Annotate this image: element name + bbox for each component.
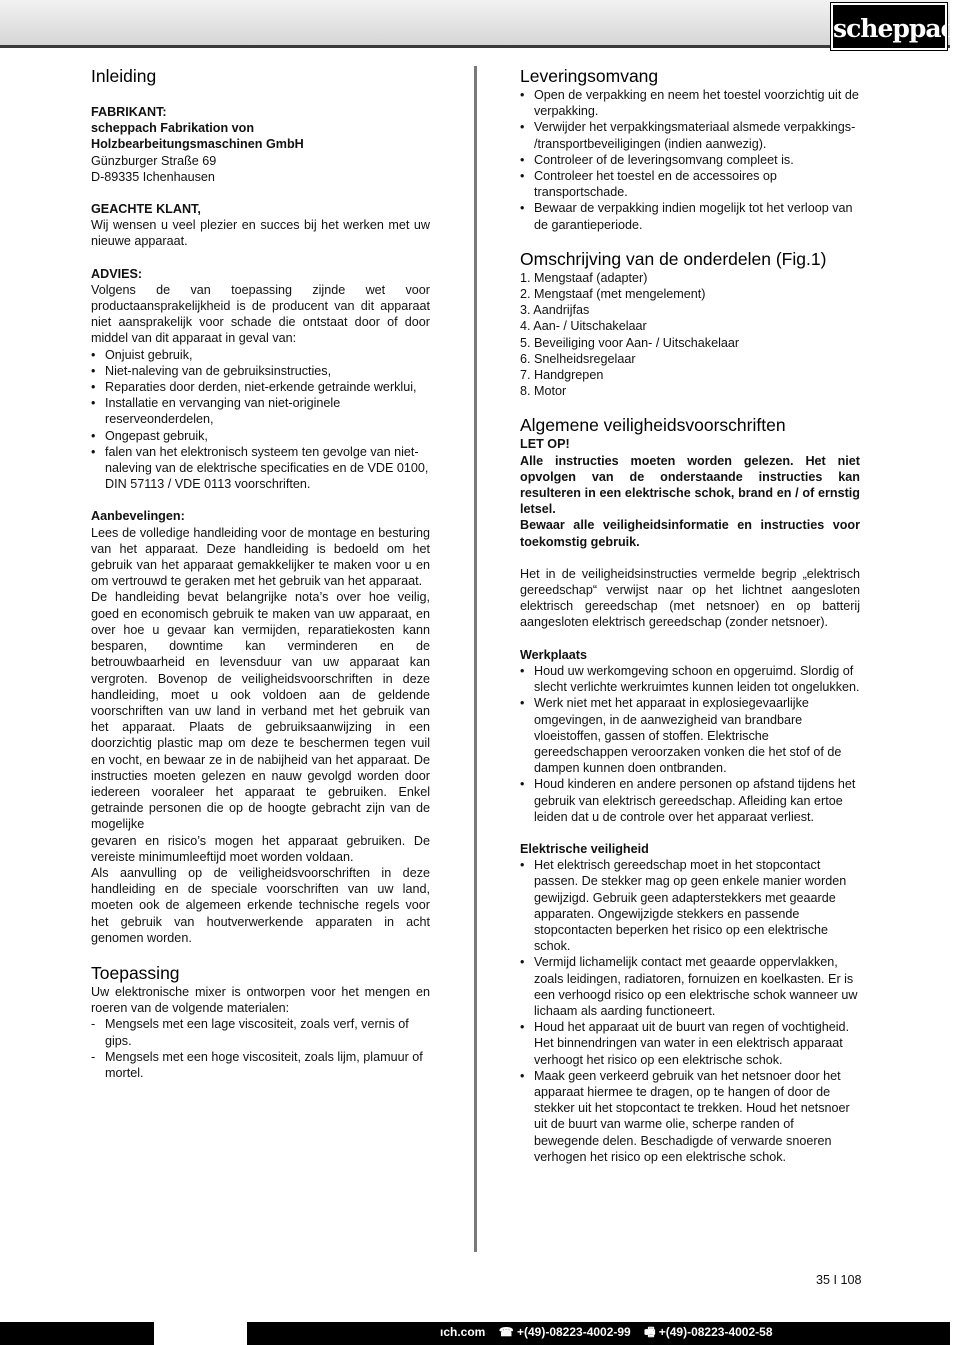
aanbevelingen-p4: Als aanvulling op de veiligheidsvoorschriften in deze handleiding en de speciale voorschriften van uw land, moeten ook de algemeen erkende technische regels voor het gebruik van houtverwerkende apparaten in acht genomen worden. (91, 865, 430, 945)
list-item: • Vermijd lichamelijk contact met geaarde oppervlakken, zoals leidingen, radiatoren, fornuizen en koelkasten. Er is een verhoogd risico op een elektrische schok wanneer uw lichaam als aarding functioneert. (520, 954, 860, 1019)
list-item: • falen van het elektronisch systeem ten gevolge van niet-naleving van de elektrische specificaties en de VDE 0100, DIN 57113 / VDE 0113 voorschriften. (91, 444, 430, 493)
section-title-onderdelen: Omschrijving van de onderdelen (Fig.1) (520, 248, 827, 269)
leveringsomvang-list (520, 87, 860, 233)
list-item: • Houd kinderen en andere personen op afstand tijdens het gebruik van elektrisch gereedschap. Afleiding kan ertoe leiden dat u de controle over het apparaat verliest. (520, 776, 860, 825)
right-column (520, 66, 860, 1165)
klant-label: GEACHTE KLANT, (91, 202, 201, 217)
fabrikant-city: D-89335 Ichenhausen (91, 169, 215, 184)
list-item: • Controleer het toestel en de accessoires op transportschade. (520, 168, 860, 200)
toepassing-text: Uw elektronische mixer is ontworpen voor het mengen en roeren van de volgende materialen: (91, 984, 430, 1016)
list-item: 2. Mengstaaf (met mengelement) (520, 287, 706, 302)
list-item: • Open de verpakking en neem het toestel voorzichtig uit de verpakking. (520, 87, 860, 119)
begrip-text: Het in de veiligheidsinstructies vermelde begrip „elektrisch gereedschap“ verwijst naar op het lichtnet aangesloten elektrisch gereedschap (met netsnoer) en op batterij aangesloten elektrisch gereedschap (zonder netsnoer). (520, 566, 860, 630)
aanbevelingen-p1: Lees de volledige handleiding voor de montage en besturing van het apparaat. Deze handleiding is bedoeld om het gebruik van het apparaat gemakkelijker te maken voor u en om vertrouwd te geraken met het gebruik van het apparaat. (91, 525, 430, 589)
advies-list (91, 347, 430, 493)
werkplaats-list (520, 663, 860, 825)
list-item: • Houd uw werkomgeving schoon en opgeruimd. Slordig of slecht verlichte werkruimtes kunnen leiden tot ongelukken. (520, 663, 860, 695)
left-column (91, 66, 430, 1081)
list-item: 1. Mengstaaf (adapter) (520, 270, 648, 285)
list-item: 8. Motor (520, 384, 567, 399)
onderdelen-list (520, 270, 860, 400)
list-item: • Bewaar de verpakking indien mogelijk tot het verloop van de garantieperiode. (520, 200, 860, 232)
advies-label: ADVIES: (91, 266, 143, 281)
footer-phone: ☎ +(49)-08223-4002-99 (498, 1325, 631, 1339)
letop-text: Alle instructies moeten worden gelezen. Het niet opvolgen van de onderstaande instructies kan resulteren in een elektrische schok, brand en / of ernstig letsel. (520, 453, 860, 517)
section-title-inleiding: Inleiding (91, 66, 157, 86)
header-bar (0, 0, 972, 48)
list-item: 6. Snelheidsregelaar (520, 351, 636, 366)
list-item: • Reparaties door derden, niet-erkende getrainde werklui, (91, 379, 430, 395)
scheppach-logo: scheppach (831, 3, 947, 50)
fabrikant-label: FABRIKANT: (91, 105, 167, 119)
section-title-leveringsomvang: Leveringsomvang (520, 66, 659, 86)
page-number: 35 I 108 (816, 1273, 862, 1287)
list-item: - Mengsels met een hoge viscositeit, zoals lijm, plamuur of mortel. (91, 1049, 430, 1081)
list-item: • Het elektrisch gereedschap moet in het stopcontact passen. De stekker mag op geen enkele manier worden gewijzigd. Gebruik geen adapterstekkers met geaarde apparaten. Ongewijzigde stekkers en passende stopcontacten beperken het risico op een elektrische schok. (520, 857, 860, 954)
list-item: • Maak geen verkeerd gebruik van het netsnoer door het apparaat hiermee te dragen, op te hangen of door de stekker uit het stopcontact te trekken. Houd het netsnoer uit de buurt van warme olie, scherpe randen of bewegende delen. Beschadigde of verwarde snoeren verhogen het risico op een elektrische schok. (520, 1068, 860, 1165)
list-item: • Installatie en vervanging van niet-originele reserveonderdelen, (91, 395, 430, 427)
aanbevelingen-p3: gevaren en risico’s mogen het apparaat gebruiken. De vereiste minimumleeftijd moet worden voldaan. (91, 833, 430, 864)
toepassing-list (91, 1016, 430, 1081)
fabrikant-name-2: Holzbearbeitungsmaschinen GmbH (91, 137, 304, 152)
advies-text: Volgens de van toepassing zijnde wet voor productaansprakelijkheid is de producent van dit apparaat niet aansprakelijk voor schade die ontstaat door of door middel van dit apparaat in geval van: (91, 282, 430, 346)
aanbevelingen-p2: De handleiding bevat belangrijke nota’s over hoe veilig, goed en economisch gebruik te maken van uw apparaat, en over hoe u gevaar kan vermijden, reparatiekosten kann besparen, downtime kan verminderen en de betrouwbaarheid en levensduur van uw apparaat kan vergroten. Bovenop de veiligheidsvoorschriften in deze handleiding, moet u ook voldoen aan de geldende voorschriften van uw land in verband met het gebruik van het apparaat. Plaats de gebruiksaanwijzing in een doorzichtig plastic map om deze te beschermen tegen vuil en vocht, en bewaar ze in de nabijheid van het apparaat. De instructies moeten gelezen en nauw gevolgd worden door iedereen vooraleer het apparaat te gebruiken. Enkel getrainde personen die op de hoogte gebracht zijn van de mogelijke (91, 590, 430, 832)
list-item: • Verwijder het verpakkingsmateriaal alsmede verpakkings- /transportbeveiligingen (indien aanwezig). (520, 119, 860, 151)
list-item: 5. Beveiliging voor Aan- / Uitschakelaar (520, 335, 740, 350)
list-item: • Controleer of de leveringsomvang compleet is. (520, 152, 860, 168)
fabrikant-street: Günzburger Straße 69 (91, 153, 217, 168)
footer-website: ıch.com (440, 1325, 486, 1339)
section-title-toepassing: Toepassing (91, 962, 180, 983)
list-item: • Werk niet met het apparaat in explosiegevaarlijke omgevingen, in de aanwezigheid van brandbare vloeistoffen, gassen of stoffen. Elektrische gereedschappen veroorzaken vonken die het stof of de dampen kunnen doen ontbranden. (520, 695, 860, 776)
footer-contact (440, 1322, 783, 1345)
list-item: • Houd het apparaat uit de buurt van regen of vochtigheid. Het binnendringen van water in een elektrisch apparaat verhoogt het risico op een elektrische schok. (520, 1019, 860, 1068)
elektrische-veiligheid-list (520, 857, 860, 1165)
footer-fax: 🖷 +(49)-08223-4002-58 (644, 1325, 773, 1339)
elektrische-veiligheid-label: Elektrische veiligheid (520, 841, 649, 856)
werkplaats-label: Werkplaats (520, 647, 587, 662)
list-item: • Onjuist gebruik, (91, 347, 430, 363)
bewaar-text: Bewaar alle veiligheidsinformatie en instructies voor toekomstig gebruik. (520, 518, 860, 549)
list-item: - Mengsels met een lage viscositeit, zoals verf, vernis of gips. (91, 1016, 430, 1048)
list-item: • Ongepast gebruik, (91, 428, 430, 444)
list-item: 7. Handgrepen (520, 368, 604, 383)
footer-bar (0, 1322, 950, 1345)
letop-label: LET OP! (520, 437, 570, 452)
section-title-veiligheid: Algemene veiligheidsvoorschriften (520, 415, 786, 436)
column-divider (474, 66, 477, 1252)
footer-white-block (154, 1322, 247, 1345)
list-item: 4. Aan- / Uitschakelaar (520, 319, 647, 334)
list-item: • Niet-naleving van de gebruiksinstructies, (91, 363, 430, 379)
fabrikant-name-1: scheppach Fabrikation von (91, 121, 255, 136)
list-item: 3. Aandrijfas (520, 303, 590, 318)
klant-text: Wij wensen u veel plezier en succes bij het werken met uw nieuwe apparaat. (91, 218, 430, 249)
aanbevelingen-label: Aanbevelingen: (91, 509, 185, 524)
